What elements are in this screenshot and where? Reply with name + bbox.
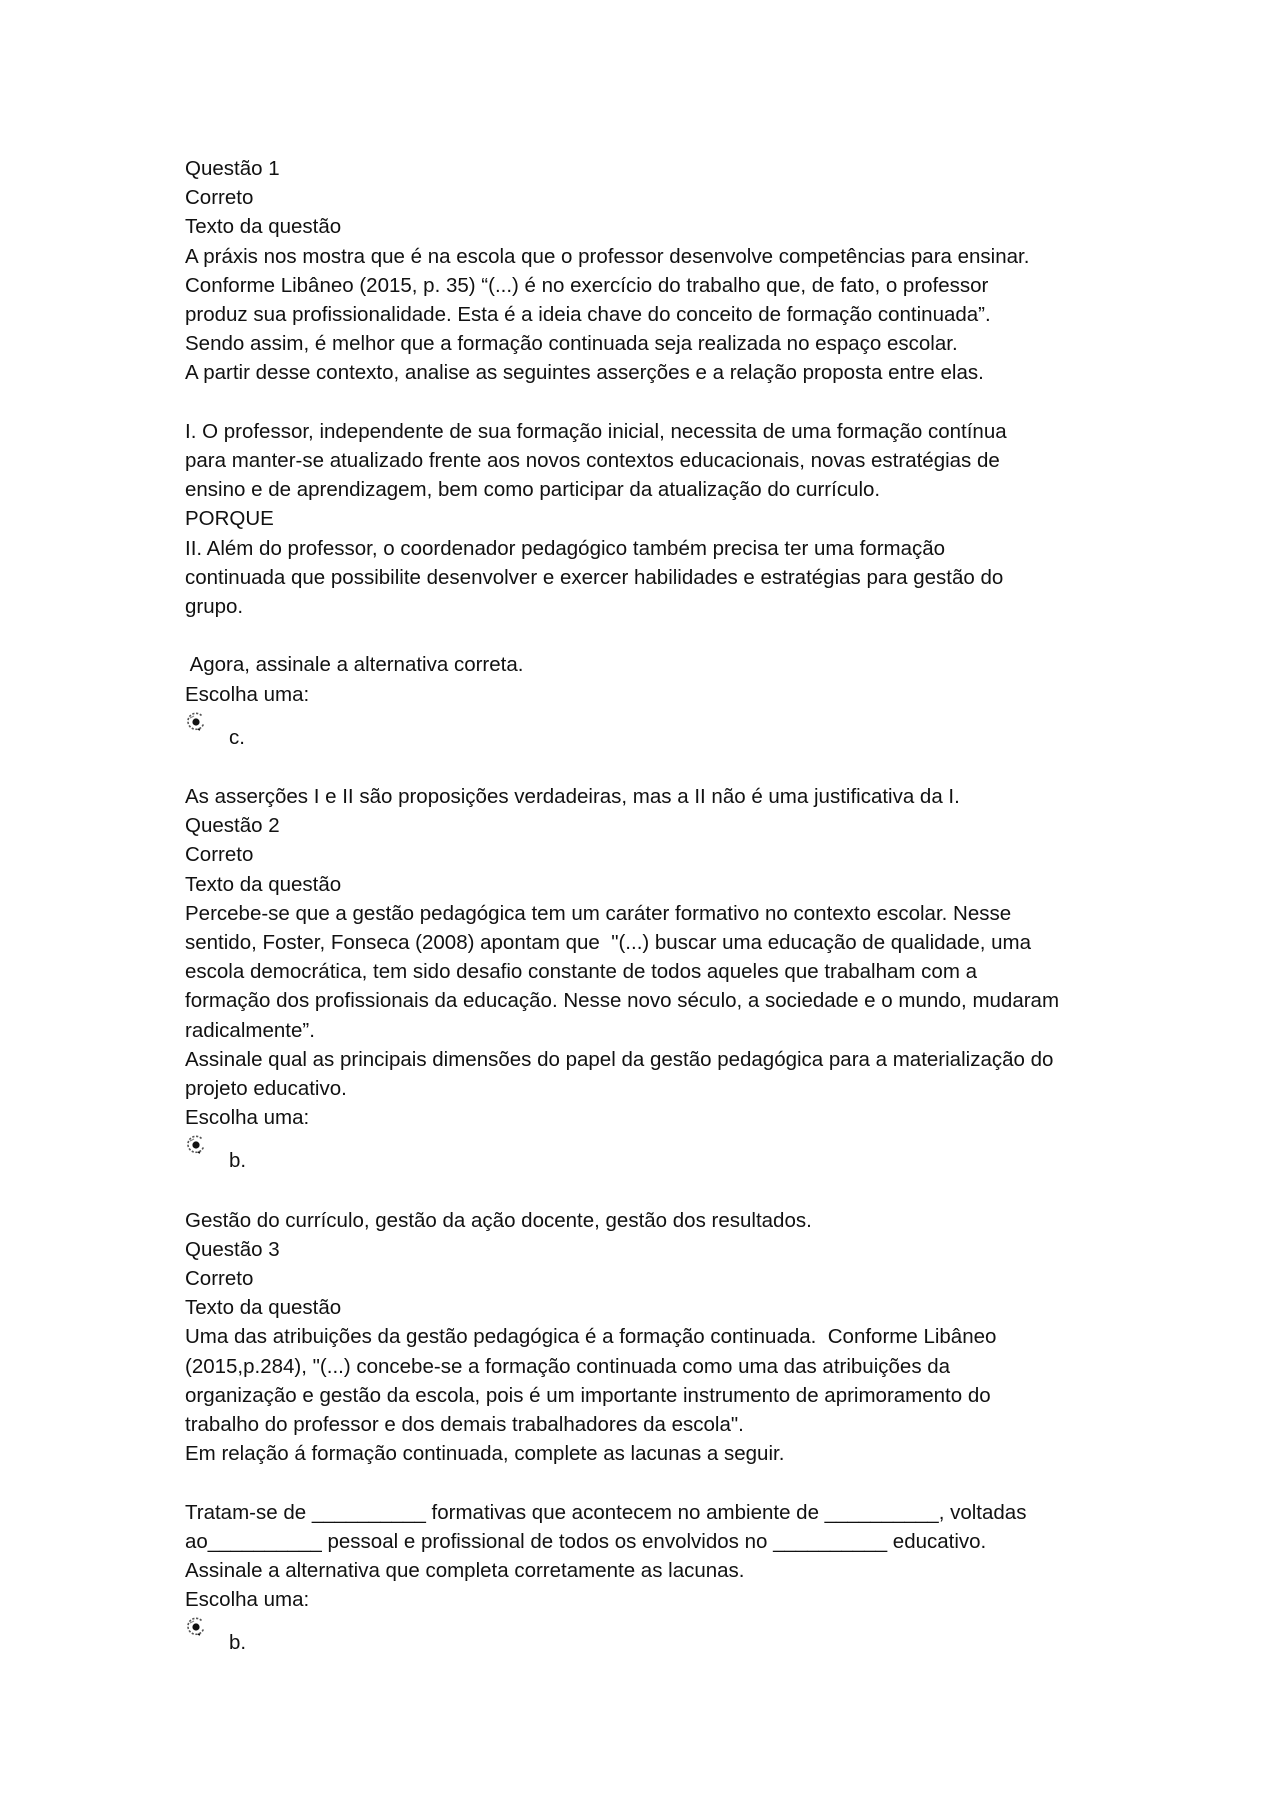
question-text-label: Texto da questão xyxy=(185,1296,342,1320)
option-letter: c. xyxy=(229,725,245,749)
selected-option[interactable] xyxy=(185,709,1115,753)
question-body-line: (2015,p.284), "(...) concebe-se a formação continuada como uma das atribuições da xyxy=(185,1354,951,1378)
blank-line xyxy=(185,753,1115,782)
radio-selected-icon[interactable] xyxy=(185,711,207,733)
question-body-line: formação dos profissionais da educação. Nesse novo século, a sociedade e o mundo, mudaram xyxy=(185,989,1060,1013)
question-3 xyxy=(185,1235,1115,1659)
document-page xyxy=(185,154,1115,1658)
question-body-line: Uma das atribuições da gestão pedagógica é a formação continuada. Conforme Libâneo xyxy=(185,1325,997,1349)
question-body-line: Agora, assinale a alternativa correta. xyxy=(185,653,524,677)
question-text-label: Texto da questão xyxy=(185,215,342,239)
option-letter: b. xyxy=(229,1149,247,1173)
radio-selected-icon[interactable] xyxy=(185,1616,207,1638)
choose-one-label: Escolha uma: xyxy=(185,1588,310,1612)
question-body-line: I. O professor, independente de sua formação inicial, necessita de uma formação contínua xyxy=(185,419,1007,443)
selected-option[interactable] xyxy=(185,1614,1115,1658)
option-letter: b. xyxy=(229,1631,247,1655)
question-body-line: radicalmente”. xyxy=(185,1018,315,1042)
radio-selected-icon[interactable] xyxy=(185,1134,207,1156)
question-body-line: ensino e de aprendizagem, bem como participar da atualização do currículo. xyxy=(185,478,881,502)
question-body-line: A práxis nos mostra que é na escola que o professor desenvolve competências para ensinar. xyxy=(185,244,1030,268)
question-body-line: ao__________ pessoal e profissional de todos os envolvidos no __________ educativo. xyxy=(185,1529,987,1553)
question-body-line: projeto educativo. xyxy=(185,1077,347,1101)
question-title: Questão 3 xyxy=(185,1237,280,1261)
question-body-line: sentido, Foster, Fonseca (2008) apontam que "(...) buscar uma educação de qualidade, uma xyxy=(185,931,1031,955)
choose-one-label: Escolha uma: xyxy=(185,682,310,706)
question-2 xyxy=(185,811,1115,1235)
question-body-line: Em relação á formação continuada, complete as lacunas a seguir. xyxy=(185,1442,785,1466)
question-body-line: produz sua profissionalidade. Esta é a ideia chave do conceito de formação continuada”. xyxy=(185,303,991,327)
question-status: Correto xyxy=(185,843,254,867)
question-text-label: Texto da questão xyxy=(185,872,342,896)
blank-line xyxy=(185,1176,1115,1205)
question-body-line: Tratam-se de __________ formativas que acontecem no ambiente de __________, voltadas xyxy=(185,1500,1027,1524)
question-body-line: Conforme Libâneo (2015, p. 35) “(...) é no exercício do trabalho que, de fato, o professor xyxy=(185,273,989,297)
selected-option[interactable] xyxy=(185,1132,1115,1176)
question-title: Questão 2 xyxy=(185,814,280,838)
question-status: Correto xyxy=(185,186,254,210)
question-status: Correto xyxy=(185,1267,254,1291)
question-1 xyxy=(185,154,1115,811)
question-title: Questão 1 xyxy=(185,157,280,180)
question-body-line: organização e gestão da escola, pois é um importante instrumento de aprimoramento do xyxy=(185,1383,991,1407)
blank-line xyxy=(185,1468,1115,1497)
question-body-line: A partir desse contexto, analise as seguintes asserções e a relação proposta entre elas. xyxy=(185,361,984,385)
question-body-line: para manter-se atualizado frente aos novos contextos educacionais, novas estratégias de xyxy=(185,449,1000,473)
question-body-line: PORQUE xyxy=(185,507,274,531)
question-body-line: grupo. xyxy=(185,595,244,619)
blank-line xyxy=(185,621,1115,650)
choose-one-label: Escolha uma: xyxy=(185,1106,310,1130)
question-body-line: Percebe-se que a gestão pedagógica tem um caráter formativo no contexto escolar. Nesse xyxy=(185,901,1012,925)
question-body-line: Sendo assim, é melhor que a formação continuada seja realizada no espaço escolar. xyxy=(185,332,958,356)
question-body-line: Assinale qual as principais dimensões do papel da gestão pedagógica para a materialização do xyxy=(185,1047,1054,1071)
question-body-line: escola democrática, tem sido desafio constante de todos aqueles que trabalham com a xyxy=(185,960,977,984)
answer-text: Gestão do currículo, gestão da ação docente, gestão dos resultados. xyxy=(185,1208,812,1232)
question-body-line: continuada que possibilite desenvolver e exercer habilidades e estratégias para gestão do xyxy=(185,565,1004,589)
question-body-line: Assinale a alternativa que completa corretamente as lacunas. xyxy=(185,1559,745,1583)
answer-text: As asserções I e II são proposições verdadeiras, mas a II não é uma justificativa da I. xyxy=(185,785,960,809)
question-body-line: II. Além do professor, o coordenador pedagógico também precisa ter uma formação xyxy=(185,536,946,560)
blank-line xyxy=(185,388,1115,417)
question-body-line: trabalho do professor e dos demais trabalhadores da escola". xyxy=(185,1413,744,1437)
